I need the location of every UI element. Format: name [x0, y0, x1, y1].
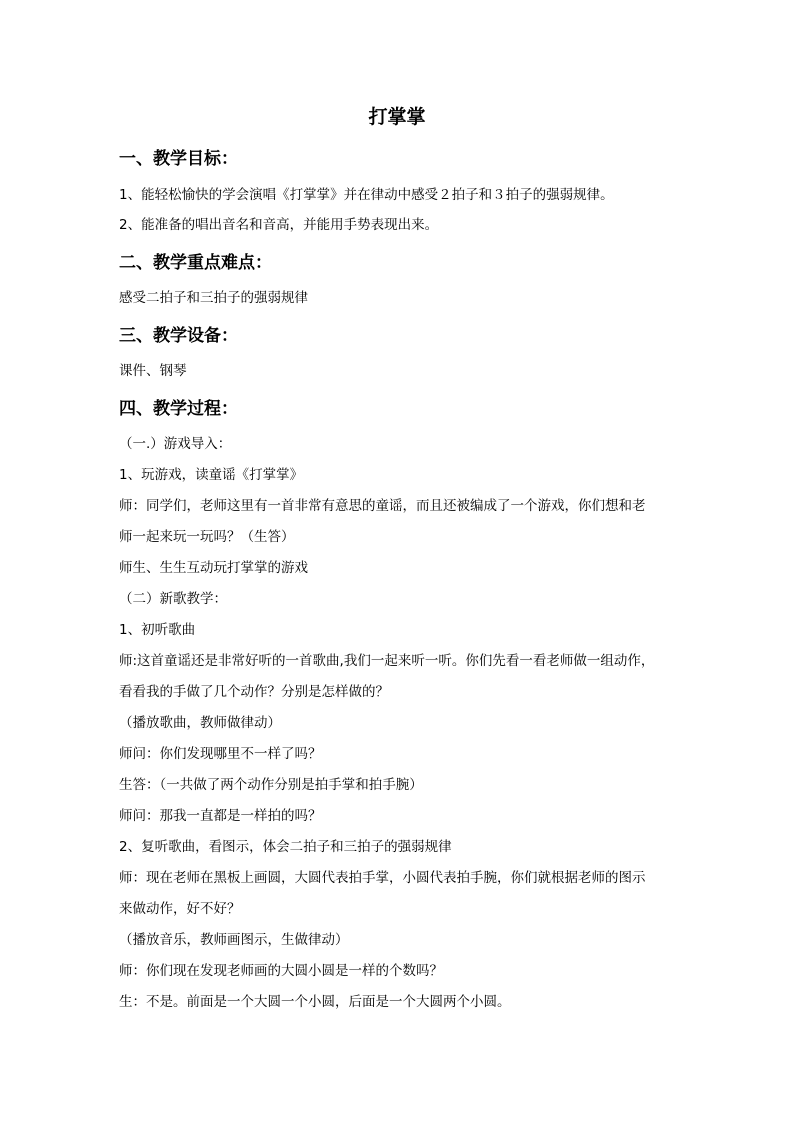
process-line-5: 师生、生生互动玩打掌掌的游戏: [119, 560, 308, 576]
process-line-10: （播放歌曲，教师做律动）: [119, 715, 281, 731]
process-line-9: 看看我的手做了几个动作？分别是怎样做的？: [119, 684, 389, 700]
document-title: 打掌掌: [368, 106, 426, 128]
process-line-19: 生：不是。前面是一个大圆一个小圆，后面是一个大圆两个小圆。: [119, 994, 511, 1010]
process-line-12: 生答：（一共做了两个动作分别是拍手掌和拍手腕）: [119, 777, 423, 793]
process-line-13: 师问：那我一直都是一样拍的吗？: [119, 808, 322, 824]
process-line-16: 来做动作，好不好？: [119, 901, 241, 917]
process-line-8: 师:这首童谣还是非常好听的一首歌曲,我们一起来听一听。你们先看一看老师做一组动作，: [119, 653, 655, 669]
goal-item-1: 1、能轻松愉快的学会演唱《打掌掌》并在律动中感受２拍子和３拍子的强弱规律。: [119, 187, 614, 203]
process-line-3: 师：同学们，老师这里有一首非常有意思的童谣，而且还被编成了一个游戏，你们想和老: [119, 498, 646, 514]
section-heading-process: 四、教学过程：: [119, 399, 238, 419]
key-points-text: 感受二拍子和三拍子的强弱规律: [119, 290, 308, 306]
process-line-17: （播放音乐，教师画图示，生做律动）: [119, 932, 349, 948]
goal-item-2: 2、能准备的唱出音名和音高，并能用手势表现出来。: [119, 217, 439, 233]
section-heading-equipment: 三、教学设备：: [119, 326, 238, 346]
process-line-18: 师：你们现在发现老师画的大圆小圆是一样的个数吗？: [119, 963, 443, 979]
section-heading-goals: 一、教学目标：: [119, 149, 238, 169]
equipment-text: 课件、钢琴: [119, 363, 187, 379]
process-line-11: 师问：你们发现哪里不一样了吗？: [119, 746, 322, 762]
process-line-2: 1、玩游戏，读童谣《打掌掌》: [119, 467, 304, 483]
process-line-1: （一.）游戏导入：: [119, 436, 232, 452]
section-heading-key-points: 二、教学重点难点：: [119, 253, 272, 273]
process-line-4: 师一起来玩一玩吗？（生答）: [119, 529, 295, 545]
process-line-6: （二）新歌教学：: [119, 591, 227, 607]
process-line-7: 1、初听歌曲: [119, 622, 196, 638]
process-line-15: 师：现在老师在黑板上画圆，大圆代表拍手掌，小圆代表拍手腕，你们就根据老师的图示: [119, 870, 646, 886]
process-line-14: 2、复听歌曲，看图示，体会二拍子和三拍子的强弱规律: [119, 839, 452, 855]
